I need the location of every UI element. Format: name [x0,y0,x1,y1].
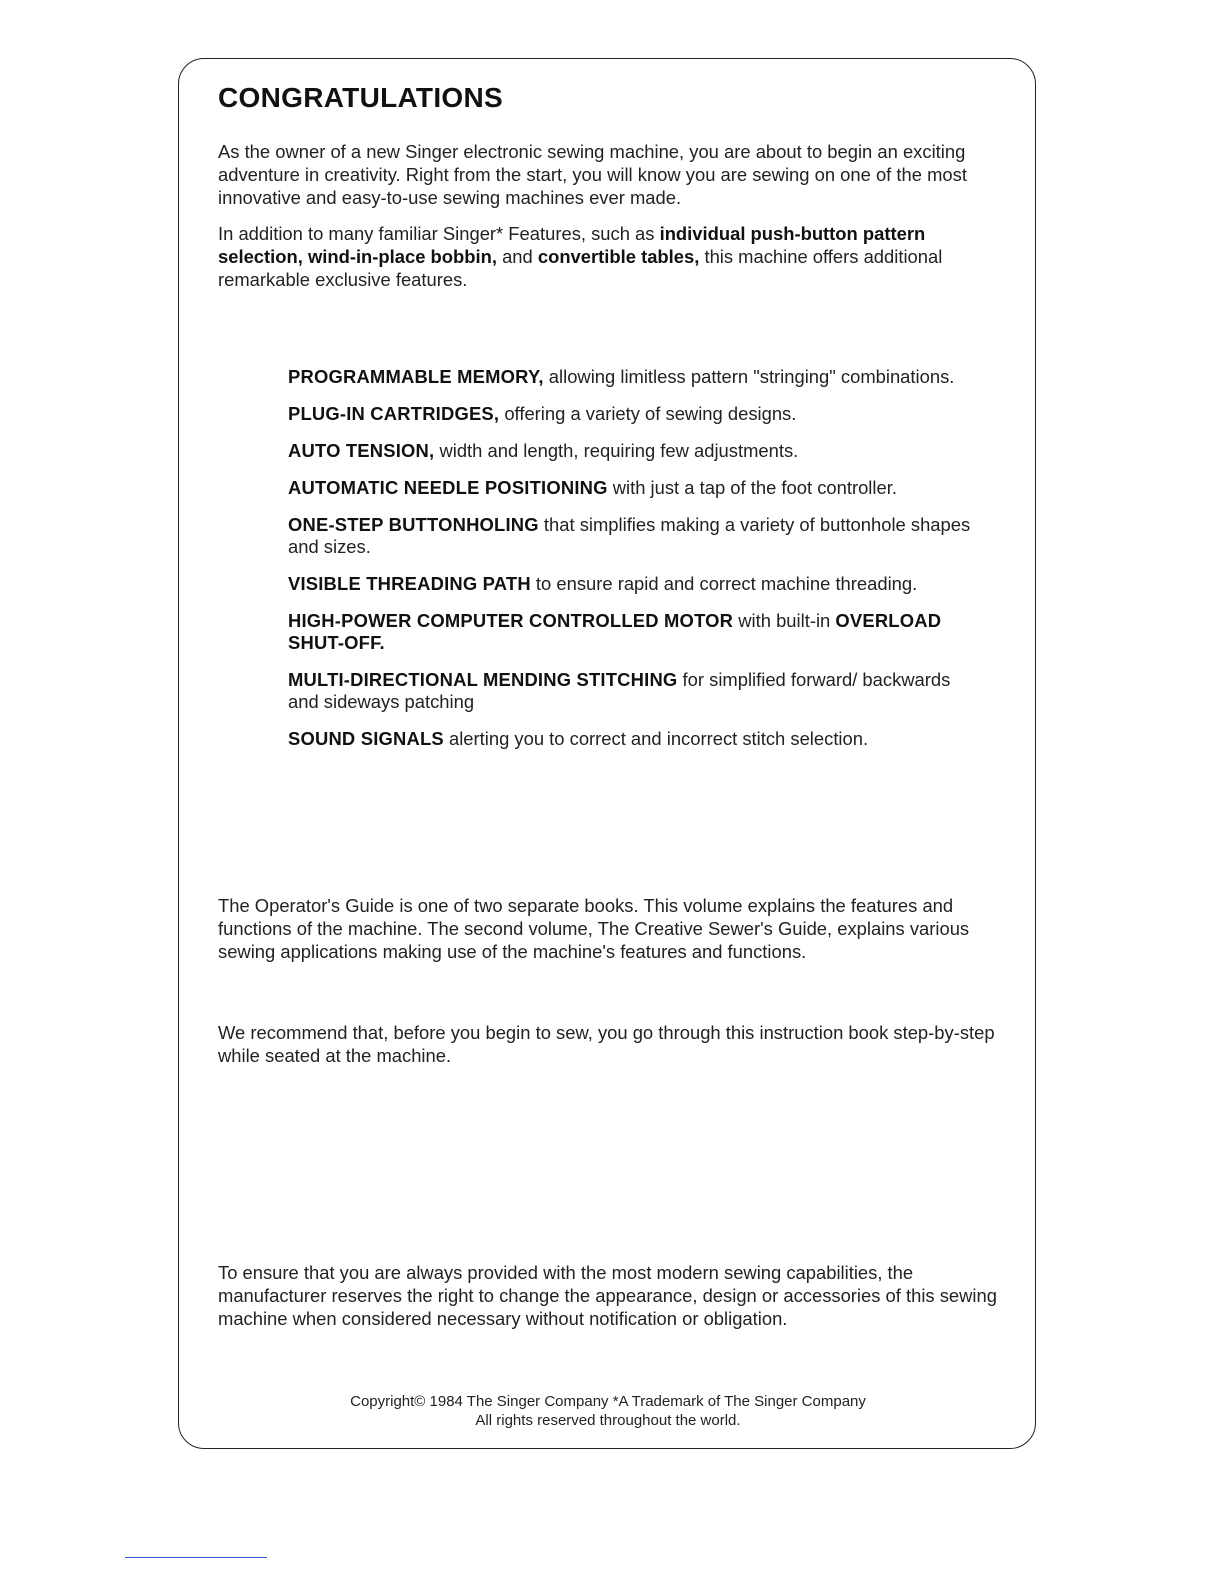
feature-desc: alerting you to correct and incorrect stitch selection. [443,728,869,749]
feature-desc: that simplifies making a variety of buttonhole shapes and sizes. [288,514,971,557]
page-title: CONGRATULATIONS [218,82,503,113]
feature-name: ONE-STEP BUTTONHOLING [288,514,539,535]
features-intro-paragraph [218,222,1008,291]
intro-bold-2: convertible tables, [537,246,700,267]
feature-list [288,366,978,765]
copyright-notice [218,1392,998,1430]
guide-paragraph: The Operator's Guide is one of two separate books. This volume explains the features and functions of the machine. The second volume, The Creative Sewer's Guide, explains various sewing applications making use of the machine's features and functions. [218,895,970,962]
copyright-line-1: Copyright© 1984 The Singer Company *A Trademark of The Singer Company [350,1393,866,1410]
feature-desc: with just a tap of the foot controller. [607,477,897,498]
feature-name: PROGRAMMABLE MEMORY, [288,366,544,387]
feature-item [288,573,978,595]
intro-text-3: this machine offers additional remarkable exclusive features. [218,246,943,290]
feature-desc: offering a variety of sewing designs. [499,403,797,424]
feature-name: AUTOMATIC NEEDLE POSITIONING [288,477,608,498]
feature-item [288,403,978,425]
feature-desc: allowing limitless pattern "stringing" combinations. [543,366,955,387]
feature-name: HIGH-POWER COMPUTER CONTROLLED MOTOR [288,610,734,631]
feature-item [288,728,978,750]
feature-desc: width and length, requiring few adjustments. [434,440,799,461]
feature-name: SOUND SIGNALS [288,728,444,749]
recommend-paragraph: We recommend that, before you begin to sew, you go through this instruction book step-by-step while seated at the machine. [218,1022,995,1066]
feature-item [288,366,978,388]
feature-item [288,669,978,713]
intro-bold-1: individual push-button pattern selection, wind-in-place bobbin, [218,223,926,267]
intro-text-1: In addition to many familiar Singer* Features, such as [218,223,660,244]
intro-paragraph: As the owner of a new Singer electronic sewing machine, you are about to begin an exciting adventure in creativity. Right from the start, you will know you are sewing on one of the most innovative and easy-to-use sewing machines ever made. [218,141,967,208]
feature-item [288,610,978,654]
feature-item [288,440,978,462]
feature-desc: for simplified forward/ backwards and sideways patching [288,669,951,712]
footer-rule [125,1557,267,1558]
feature-name: AUTO TENSION, [288,440,435,461]
feature-desc: to ensure rapid and correct machine threading. [530,573,918,594]
intro-text-2: and [496,246,538,267]
feature-name: MULTI-DIRECTIONAL MENDING STITCHING [288,669,678,690]
feature-name: PLUG-IN CARTRIDGES, [288,403,500,424]
copyright-line-2: All rights reserved throughout the world. [475,1412,741,1429]
disclaimer-paragraph: To ensure that you are always provided with the most modern sewing capabilities, the manufacturer reserves the right to change the appearance, design or accessories of this sewing machine when considered necessary without notification or obligation. [218,1262,997,1329]
feature-item [288,477,978,499]
feature-item [288,514,978,558]
feature-name-2: OVERLOAD SHUT-OFF. [288,610,942,653]
feature-desc: with built-in [733,610,836,631]
feature-name: VISIBLE THREADING PATH [288,573,531,594]
